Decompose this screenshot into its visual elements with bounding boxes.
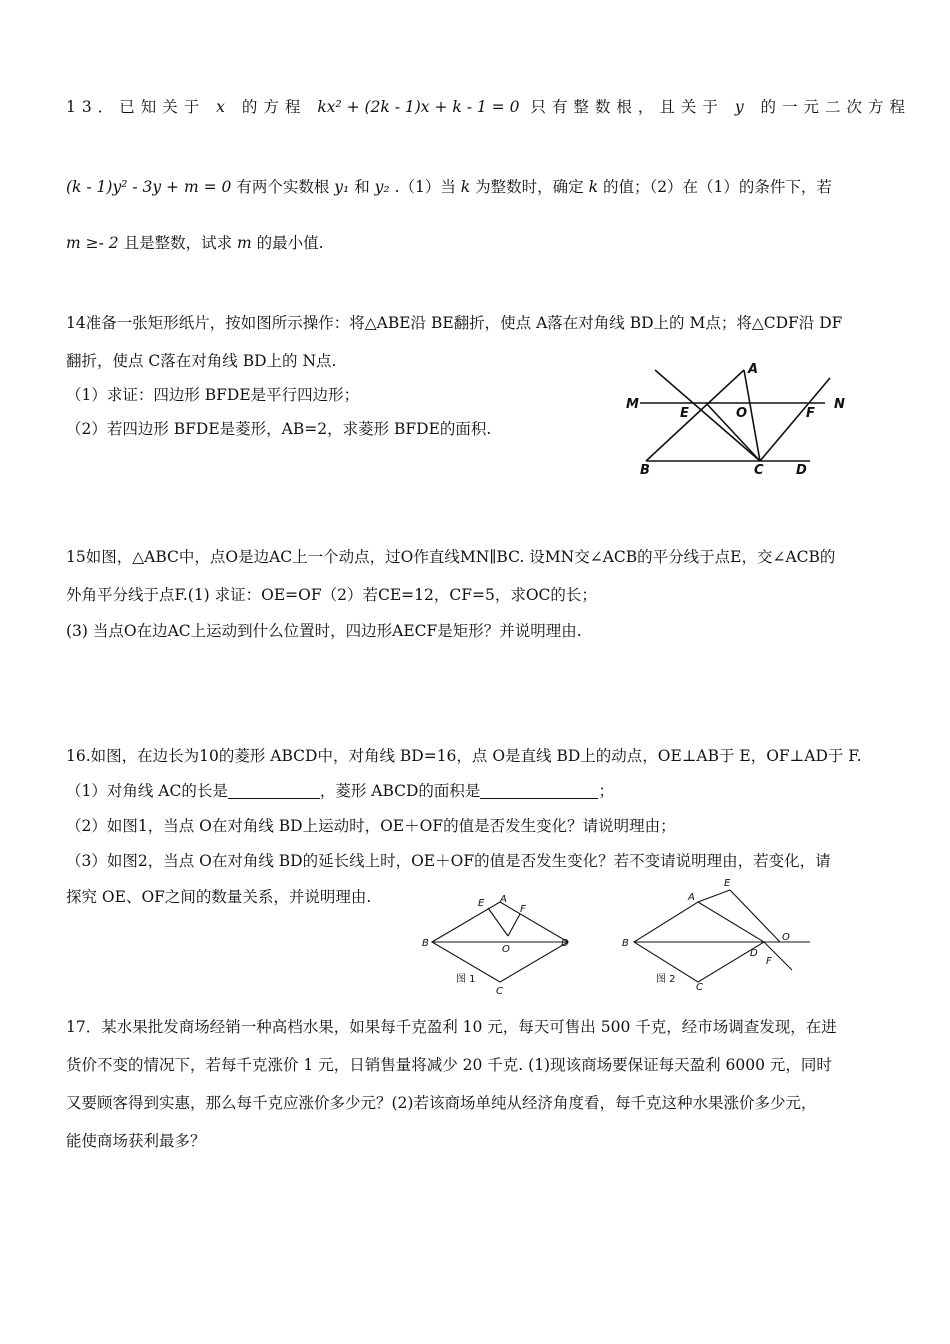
q13-equation2: (k - 1)y² - 3y + m = 0	[66, 178, 232, 196]
q16-line1: 16.如图，在边长为10的菱形 ABCD中，对角线 BD=16，点 O是直线 BD上的动点，OE⊥AB于 E，OF⊥AD于 F.	[66, 747, 862, 765]
q16-sub3b: 探究 OE、OF之间的数量关系，并说明理由.	[66, 888, 372, 906]
q16-fig2-label-o: O	[782, 932, 790, 943]
q14-label-m: M	[626, 397, 639, 412]
q16-fig2-label-e: E	[724, 878, 731, 889]
q16-fig1-label-a: A	[500, 894, 507, 905]
q13-equation1: kx² + (2k - 1)x + k - 1 = 0	[317, 98, 520, 116]
q14-label-o: O	[736, 406, 748, 421]
q16-fig1-oe	[488, 908, 508, 936]
q13-y2: y₂	[374, 178, 390, 196]
q15-line1: 15如图，△ABC中，点O是边AC上一个动点，过O作直线MN∥BC. 设MN交∠ACB的平分线于点E，交∠ACB的	[66, 548, 836, 566]
q13-part1: .（1）当	[394, 178, 456, 196]
q16-fig1-label-o: O	[502, 944, 510, 955]
q13-line2	[66, 176, 832, 198]
q14-label-n: N	[834, 397, 845, 412]
q16-fig1-label-b: B	[422, 938, 429, 949]
q13-is-int: 为整数时，确定	[475, 178, 584, 196]
q16-figures	[420, 878, 840, 997]
q16-sub1	[66, 780, 614, 802]
q14-label-c: C	[754, 463, 764, 478]
q16-sub1-a: （1）对角线 AC的长是	[66, 782, 228, 800]
q14-label-b: B	[640, 463, 650, 478]
q13-only-int: 只有整数根，且关于	[530, 98, 724, 116]
q13-k2: k	[588, 178, 598, 196]
q16-figure1	[432, 902, 568, 982]
q15-line3: (3) 当点O在边AC上运动到什么位置时，四边形AECF是矩形？并说明理由.	[66, 622, 582, 640]
q14-figure	[620, 360, 860, 480]
q16-blank-area[interactable]	[480, 782, 598, 799]
q16-fig2-label-b: B	[622, 938, 629, 949]
q16-fig2-caption: 图 2	[656, 974, 676, 985]
q16-blank-ac[interactable]	[228, 782, 320, 799]
q14-label-e: E	[680, 406, 689, 421]
q16-fig1-label-c: C	[496, 986, 503, 997]
q16-fig1-label-f: F	[520, 904, 526, 915]
q14-line1: 14准备一张矩形纸片，按如图所示操作：将△ABE沿 BE翻折，使点 A落在对角线 BD上的 M点；将△CDF沿 DF	[66, 314, 843, 332]
q14-sub1: （1）求证：四边形 BFDE是平行四边形；	[66, 386, 360, 404]
q15-line2: 外角平分线于点F.(1) 求证：OE=OF（2）若CE=12，CF=5，求OC的长；	[66, 586, 597, 604]
q14-label-f: F	[806, 406, 815, 421]
q14-line-ba	[646, 370, 744, 461]
q13-x-var: x	[216, 98, 231, 116]
q14-line-diag2	[760, 378, 830, 461]
q13-y-var: y	[734, 98, 750, 116]
q16-fig2-label-d: D	[750, 948, 758, 959]
q13-and: 和	[354, 178, 370, 196]
q13-two-roots: 有两个实数根	[236, 178, 330, 196]
q16-fig1-label-d: D	[561, 938, 569, 949]
q16-fig2-label-c: C	[696, 982, 703, 993]
q13-m-var: m	[237, 234, 252, 252]
q17-line2: 货价不变的情况下，若每千克涨价 1 元，日销售量将减少 20 千克. (1)现该商场要保证每天盈利 6000 元，同时	[66, 1056, 832, 1074]
q14-sub2: （2）若四边形 BFDE是菱形，AB=2，求菱形 BFDE的面积.	[66, 420, 492, 438]
q14-label-a: A	[748, 362, 759, 377]
q16-fig2-label-a: A	[688, 892, 695, 903]
q13-of-eq: 的方程	[241, 98, 307, 116]
q13-part3: 且是整数，试求	[123, 234, 233, 252]
q13-k1: k	[460, 178, 471, 196]
q13-cond: m ≥- 2	[66, 234, 119, 252]
q13-y1: y₁	[334, 178, 350, 196]
q16-sub1-c: ；	[598, 782, 614, 800]
q16-sub3: （3）如图2，当点 O在对角线 BD的延长线上时，OE＋OF的值是否发生变化？若不变请说明理由，若变化，请	[66, 852, 831, 870]
q13-part2: 的值；（2）在（1）的条件下，若	[602, 178, 832, 196]
q17-line4: 能使商场获利最多？	[66, 1132, 206, 1150]
q13-intro: 13．已知关于	[66, 98, 206, 116]
q16-sub1-b: ，菱形 ABCD的面积是	[319, 782, 481, 800]
q16-fig1-of	[508, 914, 520, 936]
q13-quad: 的一元二次方程	[760, 98, 912, 116]
q16-fig1-caption: 图 1	[456, 974, 476, 985]
q14-label-d: D	[796, 463, 807, 478]
q17-line3: 又要顾客得到实惠，那么每千克应涨价多少元？(2)若该商场单纯从经济角度看，每千克这种水果涨价多少元，	[66, 1094, 817, 1112]
q14-line2: 翻折，使点 C落在对角线 BD上的 N点.	[66, 352, 337, 370]
q13-min: 的最小值.	[256, 234, 324, 252]
q16-fig2-oe	[730, 890, 780, 942]
q16-fig1-label-e: E	[478, 898, 485, 909]
q13-line1	[66, 96, 911, 118]
q16-sub2: （2）如图1，当点 O在对角线 BD上运动时，OE＋OF的值是否发生变化？请说明理由；	[66, 817, 676, 835]
q16-fig2-ab-ext	[698, 890, 730, 902]
q13-line3	[66, 232, 324, 254]
q16-fig2-label-f: F	[766, 956, 772, 967]
q17-line1: 17．某水果批发商场经销一种高档水果，如果每千克盈利 10 元，每天可售出 500 千克，经市场调查发现，在进	[66, 1018, 837, 1036]
